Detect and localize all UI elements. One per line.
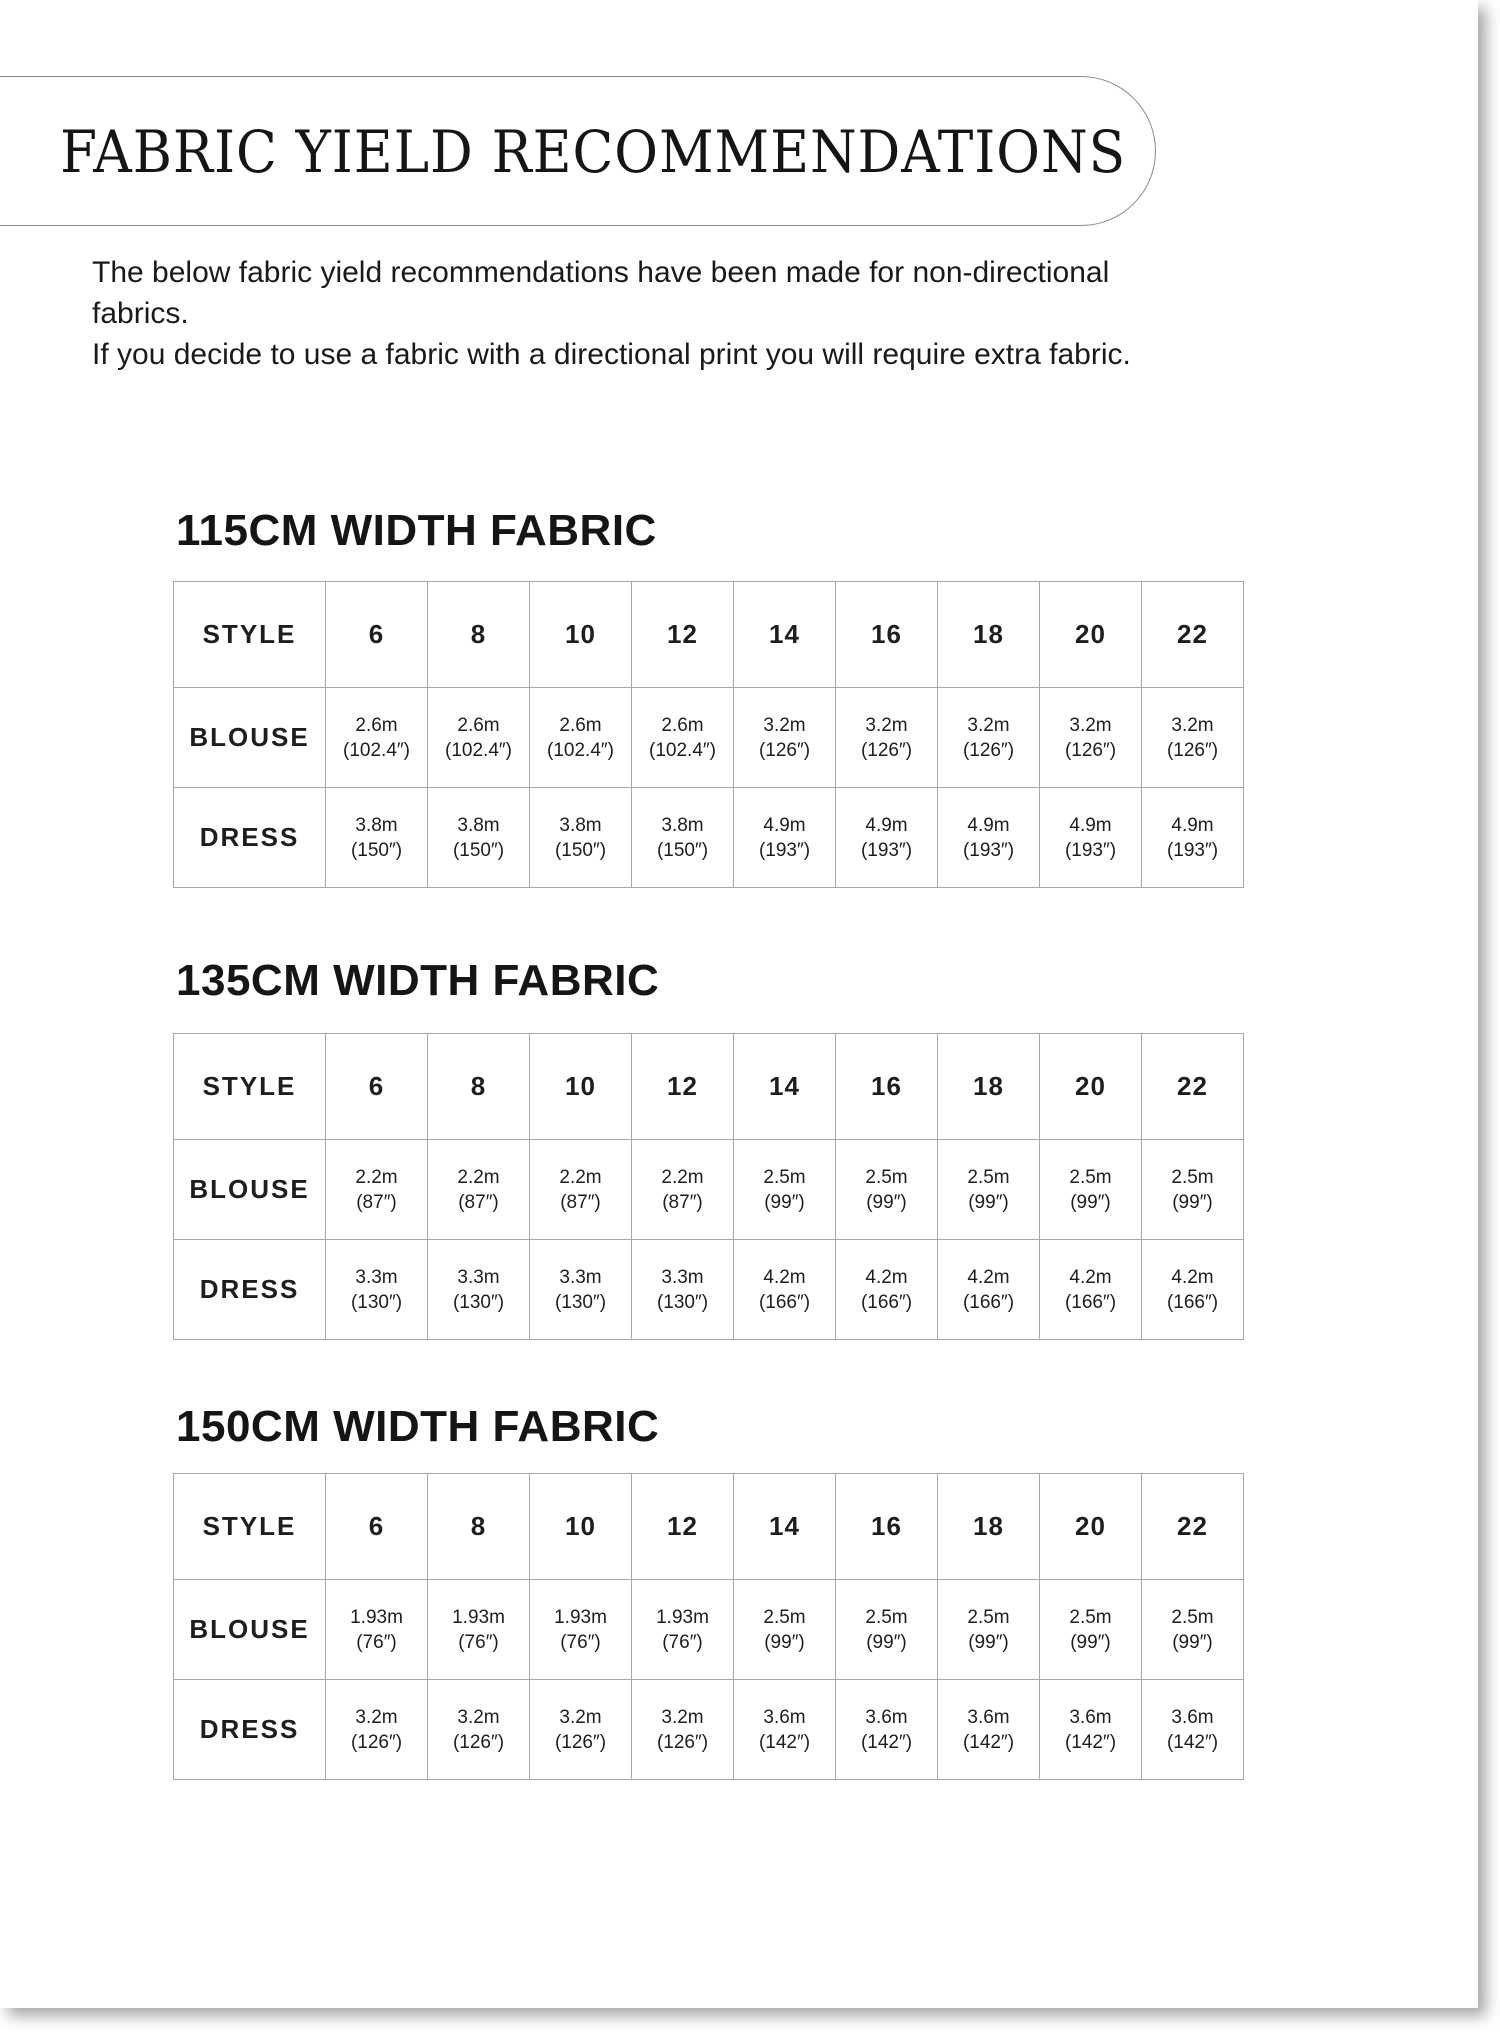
- yield-inches: (99″): [866, 1631, 907, 1653]
- row-label: BLOUSE: [174, 1140, 326, 1240]
- intro-line-1: The below fabric yield recommendations have been made for non-directional fabrics.: [92, 256, 1110, 330]
- yield-table-115cm: [173, 581, 1244, 888]
- section-title-115cm: 115CM WIDTH FABRIC: [176, 506, 657, 555]
- yield-metres: 4.2m: [1069, 1266, 1112, 1288]
- yield-inches: (99″): [968, 1191, 1009, 1213]
- size-header: 22: [1142, 582, 1244, 688]
- yield-cell: [734, 1240, 836, 1340]
- size-header: 12: [632, 1474, 734, 1580]
- size-header: 20: [1040, 582, 1142, 688]
- yield-inches: (126″): [860, 739, 913, 761]
- yield-inches: (150″): [350, 839, 403, 861]
- size-header: 6: [326, 582, 428, 688]
- yield-cell: [938, 688, 1040, 788]
- yield-metres: 2.6m: [355, 714, 398, 736]
- yield-metres: 3.2m: [559, 1706, 602, 1728]
- row-label: DRESS: [174, 1240, 326, 1340]
- table-row: [174, 1240, 1244, 1340]
- yield-cell: [632, 1580, 734, 1680]
- yield-metres: 4.9m: [1171, 814, 1214, 836]
- yield-metres: 3.2m: [1171, 714, 1214, 736]
- yield-metres: 4.9m: [967, 814, 1010, 836]
- style-header: STYLE: [174, 582, 326, 688]
- yield-cell: [1142, 1580, 1244, 1680]
- yield-table-135cm: [173, 1033, 1244, 1340]
- yield-metres: 1.93m: [452, 1606, 505, 1628]
- yield-inches: (166″): [860, 1291, 913, 1313]
- table-row: [174, 688, 1244, 788]
- yield-inches: (142″): [1166, 1731, 1219, 1753]
- size-header: 14: [734, 1034, 836, 1140]
- yield-metres: 2.5m: [763, 1166, 806, 1188]
- yield-inches: (142″): [758, 1731, 811, 1753]
- yield-metres: 3.3m: [355, 1266, 398, 1288]
- size-header: 8: [428, 582, 530, 688]
- yield-inches: (193″): [1166, 839, 1219, 861]
- yield-metres: 2.5m: [865, 1606, 908, 1628]
- yield-cell: [326, 1680, 428, 1780]
- yield-cell: [938, 1580, 1040, 1680]
- yield-cell: [1040, 1680, 1142, 1780]
- yield-metres: 3.3m: [559, 1266, 602, 1288]
- yield-cell: [1142, 1680, 1244, 1780]
- size-header: 16: [836, 1034, 938, 1140]
- yield-inches: (193″): [860, 839, 913, 861]
- yield-metres: 3.6m: [967, 1706, 1010, 1728]
- yield-metres: 4.2m: [763, 1266, 806, 1288]
- yield-metres: 4.2m: [865, 1266, 908, 1288]
- yield-cell: [326, 1240, 428, 1340]
- size-header: 22: [1142, 1034, 1244, 1140]
- size-header: 18: [938, 582, 1040, 688]
- size-header: 10: [530, 1034, 632, 1140]
- yield-inches: (193″): [758, 839, 811, 861]
- row-label: BLOUSE: [174, 688, 326, 788]
- table-header-row: [174, 582, 1244, 688]
- size-header: 16: [836, 1474, 938, 1580]
- yield-cell: [632, 1240, 734, 1340]
- yield-metres: 2.2m: [661, 1166, 704, 1188]
- yield-metres: 2.5m: [1171, 1606, 1214, 1628]
- yield-metres: 3.6m: [763, 1706, 806, 1728]
- yield-metres: 2.2m: [559, 1166, 602, 1188]
- yield-inches: (99″): [764, 1191, 805, 1213]
- yield-cell: [1040, 1580, 1142, 1680]
- yield-inches: (166″): [962, 1291, 1015, 1313]
- yield-cell: [326, 1580, 428, 1680]
- yield-metres: 3.8m: [457, 814, 500, 836]
- yield-metres: 2.6m: [559, 714, 602, 736]
- yield-inches: (193″): [962, 839, 1015, 861]
- yield-cell: [938, 1140, 1040, 1240]
- yield-metres: 4.9m: [763, 814, 806, 836]
- size-header: 14: [734, 1474, 836, 1580]
- yield-inches: (126″): [962, 739, 1015, 761]
- table-row: [174, 1680, 1244, 1780]
- yield-cell: [428, 1240, 530, 1340]
- yield-inches: (99″): [968, 1631, 1009, 1653]
- yield-cell: [1040, 1140, 1142, 1240]
- yield-metres: 3.8m: [355, 814, 398, 836]
- size-header: 20: [1040, 1474, 1142, 1580]
- yield-metres: 3.2m: [355, 1706, 398, 1728]
- yield-metres: 2.5m: [1069, 1606, 1112, 1628]
- yield-cell: [530, 1680, 632, 1780]
- yield-inches: (76″): [356, 1631, 397, 1653]
- yield-metres: 3.6m: [1069, 1706, 1112, 1728]
- yield-metres: 2.5m: [865, 1166, 908, 1188]
- yield-inches: (99″): [764, 1631, 805, 1653]
- yield-cell: [836, 1580, 938, 1680]
- yield-metres: 4.9m: [865, 814, 908, 836]
- yield-metres: 2.6m: [457, 714, 500, 736]
- yield-metres: 3.8m: [559, 814, 602, 836]
- yield-metres: 2.5m: [1171, 1166, 1214, 1188]
- yield-metres: 4.9m: [1069, 814, 1112, 836]
- yield-inches: (126″): [1166, 739, 1219, 761]
- yield-inches: (166″): [1166, 1291, 1219, 1313]
- yield-metres: 3.6m: [865, 1706, 908, 1728]
- yield-inches: (130″): [656, 1291, 709, 1313]
- yield-inches: (126″): [1064, 739, 1117, 761]
- yield-inches: (87″): [560, 1191, 601, 1213]
- yield-cell: [1142, 1240, 1244, 1340]
- yield-cell: [1040, 1240, 1142, 1340]
- table-row: [174, 788, 1244, 888]
- yield-metres: 3.2m: [763, 714, 806, 736]
- yield-inches: (126″): [656, 1731, 709, 1753]
- yield-cell: [428, 1680, 530, 1780]
- yield-inches: (99″): [866, 1191, 907, 1213]
- yield-cell: [1040, 688, 1142, 788]
- yield-metres: 3.2m: [865, 714, 908, 736]
- yield-inches: (87″): [662, 1191, 703, 1213]
- yield-inches: (99″): [1172, 1631, 1213, 1653]
- table-header-row: [174, 1474, 1244, 1580]
- page-title: FABRIC YIELD RECOMMENDATIONS: [60, 118, 1127, 186]
- style-header: STYLE: [174, 1474, 326, 1580]
- yield-metres: 3.3m: [457, 1266, 500, 1288]
- yield-inches: (142″): [1064, 1731, 1117, 1753]
- yield-metres: 2.5m: [763, 1606, 806, 1628]
- yield-cell: [734, 688, 836, 788]
- yield-cell: [836, 788, 938, 888]
- size-header: 6: [326, 1474, 428, 1580]
- yield-metres: 2.2m: [457, 1166, 500, 1188]
- size-header: 10: [530, 582, 632, 688]
- yield-cell: [938, 788, 1040, 888]
- yield-cell: [1040, 788, 1142, 888]
- yield-metres: 3.2m: [1069, 714, 1112, 736]
- yield-cell: [734, 1140, 836, 1240]
- yield-inches: (150″): [656, 839, 709, 861]
- yield-metres: 3.2m: [457, 1706, 500, 1728]
- yield-cell: [530, 1140, 632, 1240]
- yield-inches: (166″): [1064, 1291, 1117, 1313]
- yield-cell: [1142, 1140, 1244, 1240]
- intro-text: [92, 252, 1182, 375]
- yield-inches: (150″): [452, 839, 505, 861]
- yield-metres: 2.2m: [355, 1166, 398, 1188]
- size-header: 12: [632, 582, 734, 688]
- yield-metres: 2.6m: [661, 714, 704, 736]
- style-header: STYLE: [174, 1034, 326, 1140]
- yield-cell: [530, 1580, 632, 1680]
- yield-inches: (99″): [1070, 1191, 1111, 1213]
- yield-cell: [836, 1140, 938, 1240]
- section-title-135cm: 135CM WIDTH FABRIC: [176, 956, 660, 1005]
- yield-inches: (126″): [452, 1731, 505, 1753]
- yield-inches: (102.4″): [445, 739, 512, 761]
- section-title-150cm: 150CM WIDTH FABRIC: [176, 1402, 660, 1451]
- size-header: 10: [530, 1474, 632, 1580]
- yield-inches: (76″): [458, 1631, 499, 1653]
- yield-cell: [1142, 788, 1244, 888]
- yield-inches: (150″): [554, 839, 607, 861]
- yield-cell: [530, 788, 632, 888]
- size-header: 18: [938, 1034, 1040, 1140]
- yield-cell: [632, 788, 734, 888]
- yield-inches: (99″): [1070, 1631, 1111, 1653]
- size-header: 18: [938, 1474, 1040, 1580]
- yield-metres: 2.5m: [967, 1606, 1010, 1628]
- yield-inches: (126″): [350, 1731, 403, 1753]
- yield-inches: (99″): [1172, 1191, 1213, 1213]
- size-header: 22: [1142, 1474, 1244, 1580]
- yield-cell: [326, 788, 428, 888]
- yield-cell: [632, 1140, 734, 1240]
- row-label: DRESS: [174, 788, 326, 888]
- yield-cell: [938, 1240, 1040, 1340]
- size-header: 20: [1040, 1034, 1142, 1140]
- yield-inches: (142″): [860, 1731, 913, 1753]
- yield-cell: [428, 688, 530, 788]
- yield-inches: (87″): [356, 1191, 397, 1213]
- yield-inches: (142″): [962, 1731, 1015, 1753]
- yield-cell: [326, 1140, 428, 1240]
- yield-inches: (193″): [1064, 839, 1117, 861]
- yield-metres: 3.3m: [661, 1266, 704, 1288]
- yield-cell: [428, 1580, 530, 1680]
- size-header: 14: [734, 582, 836, 688]
- yield-cell: [530, 1240, 632, 1340]
- yield-cell: [836, 1240, 938, 1340]
- size-header: 8: [428, 1474, 530, 1580]
- yield-inches: (76″): [560, 1631, 601, 1653]
- yield-cell: [428, 788, 530, 888]
- yield-inches: (130″): [554, 1291, 607, 1313]
- size-header: 8: [428, 1034, 530, 1140]
- yield-inches: (102.4″): [649, 739, 716, 761]
- yield-cell: [734, 788, 836, 888]
- yield-inches: (102.4″): [547, 739, 614, 761]
- table-row: [174, 1140, 1244, 1240]
- yield-metres: 2.5m: [1069, 1166, 1112, 1188]
- yield-cell: [530, 688, 632, 788]
- yield-cell: [632, 688, 734, 788]
- yield-metres: 2.5m: [967, 1166, 1010, 1188]
- intro-line-2: If you decide to use a fabric with a directional print you will require extra fabric.: [92, 338, 1131, 371]
- yield-metres: 1.93m: [554, 1606, 607, 1628]
- yield-inches: (126″): [554, 1731, 607, 1753]
- size-header: 6: [326, 1034, 428, 1140]
- row-label: BLOUSE: [174, 1580, 326, 1680]
- yield-metres: 3.6m: [1171, 1706, 1214, 1728]
- yield-cell: [836, 1680, 938, 1780]
- yield-cell: [326, 688, 428, 788]
- yield-metres: 3.8m: [661, 814, 704, 836]
- yield-inches: (76″): [662, 1631, 703, 1653]
- yield-cell: [734, 1580, 836, 1680]
- yield-metres: 3.2m: [967, 714, 1010, 736]
- yield-inches: (130″): [350, 1291, 403, 1313]
- row-label: DRESS: [174, 1680, 326, 1780]
- table-header-row: [174, 1034, 1244, 1140]
- yield-metres: 4.2m: [967, 1266, 1010, 1288]
- yield-cell: [1142, 688, 1244, 788]
- yield-cell: [836, 688, 938, 788]
- size-header: 12: [632, 1034, 734, 1140]
- yield-cell: [734, 1680, 836, 1780]
- yield-metres: 4.2m: [1171, 1266, 1214, 1288]
- table-row: [174, 1580, 1244, 1680]
- yield-cell: [428, 1140, 530, 1240]
- size-header: 16: [836, 582, 938, 688]
- yield-inches: (102.4″): [343, 739, 410, 761]
- yield-metres: 3.2m: [661, 1706, 704, 1728]
- yield-cell: [632, 1680, 734, 1780]
- yield-metres: 1.93m: [656, 1606, 709, 1628]
- yield-table-150cm: [173, 1473, 1244, 1780]
- yield-inches: (166″): [758, 1291, 811, 1313]
- yield-inches: (87″): [458, 1191, 499, 1213]
- yield-inches: (130″): [452, 1291, 505, 1313]
- yield-metres: 1.93m: [350, 1606, 403, 1628]
- yield-cell: [938, 1680, 1040, 1780]
- yield-inches: (126″): [758, 739, 811, 761]
